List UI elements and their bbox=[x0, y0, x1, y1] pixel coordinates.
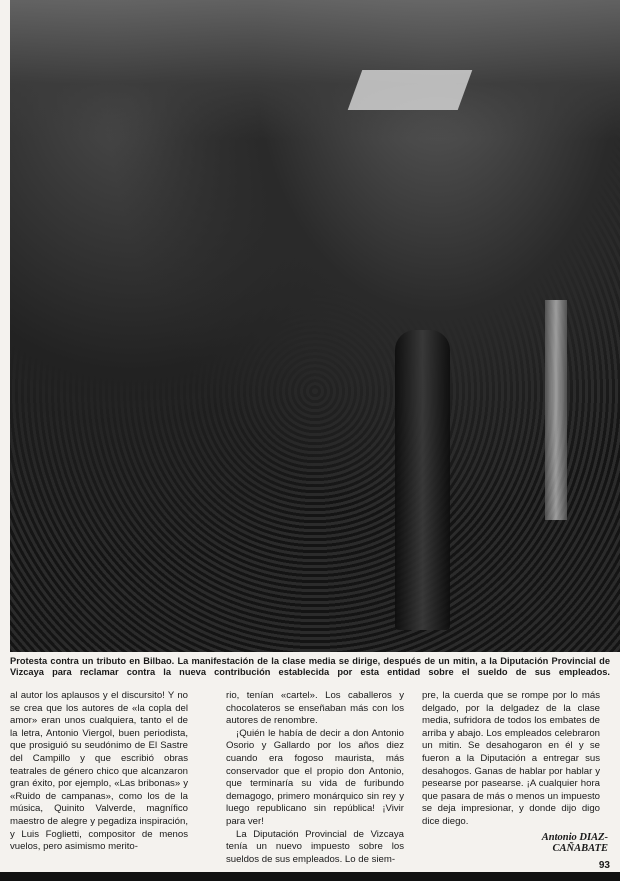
page-number: 93 bbox=[598, 860, 610, 871]
paragraph: pre, la cuerda que se rompe por lo más delgado, por la delgadez de la clase media, sufridora de todos los embates de arriba y abajo. Los empleados celebraron un mitin. Se desahogaron en él y se fueron a la Diputación a entregar sus desahogos. Ganas de hablar por hablar y pesearse por pasearse. ¡A cualquier hora que pasara de más o menos un impuesto se deja impresionar, y donde dijo digo dice diego. bbox=[422, 690, 600, 827]
author-signature: Antonio DIAZ-CAÑABATE bbox=[541, 832, 608, 854]
paragraph: rio, tenían «cartel». Los caballeros y chocolateros se enseñaban más con los autores de renombre. bbox=[226, 690, 404, 727]
buildings-background bbox=[10, 0, 620, 140]
crowd-photo bbox=[10, 0, 620, 652]
paragraph: al autor los aplausos y el discursito! Y no se crea que los autores de «la copla del amor» eran unos cualquiera, tanto el de la letra, Antonio Viergol, buen periodista, que prosiguió su seudónimo de El Sastre del Campillo y que escribió obras teatrales de género chico que alcanzaron gran éxito, por ejemplo, «Las bribonas» y «Ruido de campanas», como los de la música, Quinito Valverde, magnífico maestro de alegre y pegadiza inspiración, y Luis Foglietti, compositor de menos vuelos, pero asimismo merito- bbox=[10, 690, 188, 853]
article-column-3 bbox=[422, 690, 600, 829]
lamppost bbox=[395, 330, 450, 630]
paragraph: La Diputación Provincial de Vizcaya tenía un nuevo impuesto sobre los sueldos de sus empleados. Lo de siem- bbox=[226, 828, 404, 865]
article-column-1 bbox=[10, 690, 188, 854]
paragraph: ¡Quién le había de decir a don Antonio Osorio y Gallardo por los años diez cuando era fogoso maurista, más conservador que el propio don Antonio, que terminaría su vida de furibundo demagogo, primero monárquico sin rey y luego republicano sin república! ¡Vivir para ver! bbox=[226, 727, 404, 827]
article-body bbox=[10, 690, 606, 865]
article-column-2 bbox=[226, 690, 404, 866]
photo-caption: Protesta contra un tributo en Bilbao. La manifestación de la clase media se dirige, después de un mitin, a la Diputación Provincial de Vizcaya para reclamar contra la nueva contribución establecida por esta entidad sobre el sueldo de sus empleados. bbox=[10, 656, 610, 677]
stone-column bbox=[545, 300, 567, 520]
awning bbox=[348, 70, 473, 110]
bottom-rule bbox=[0, 872, 620, 881]
